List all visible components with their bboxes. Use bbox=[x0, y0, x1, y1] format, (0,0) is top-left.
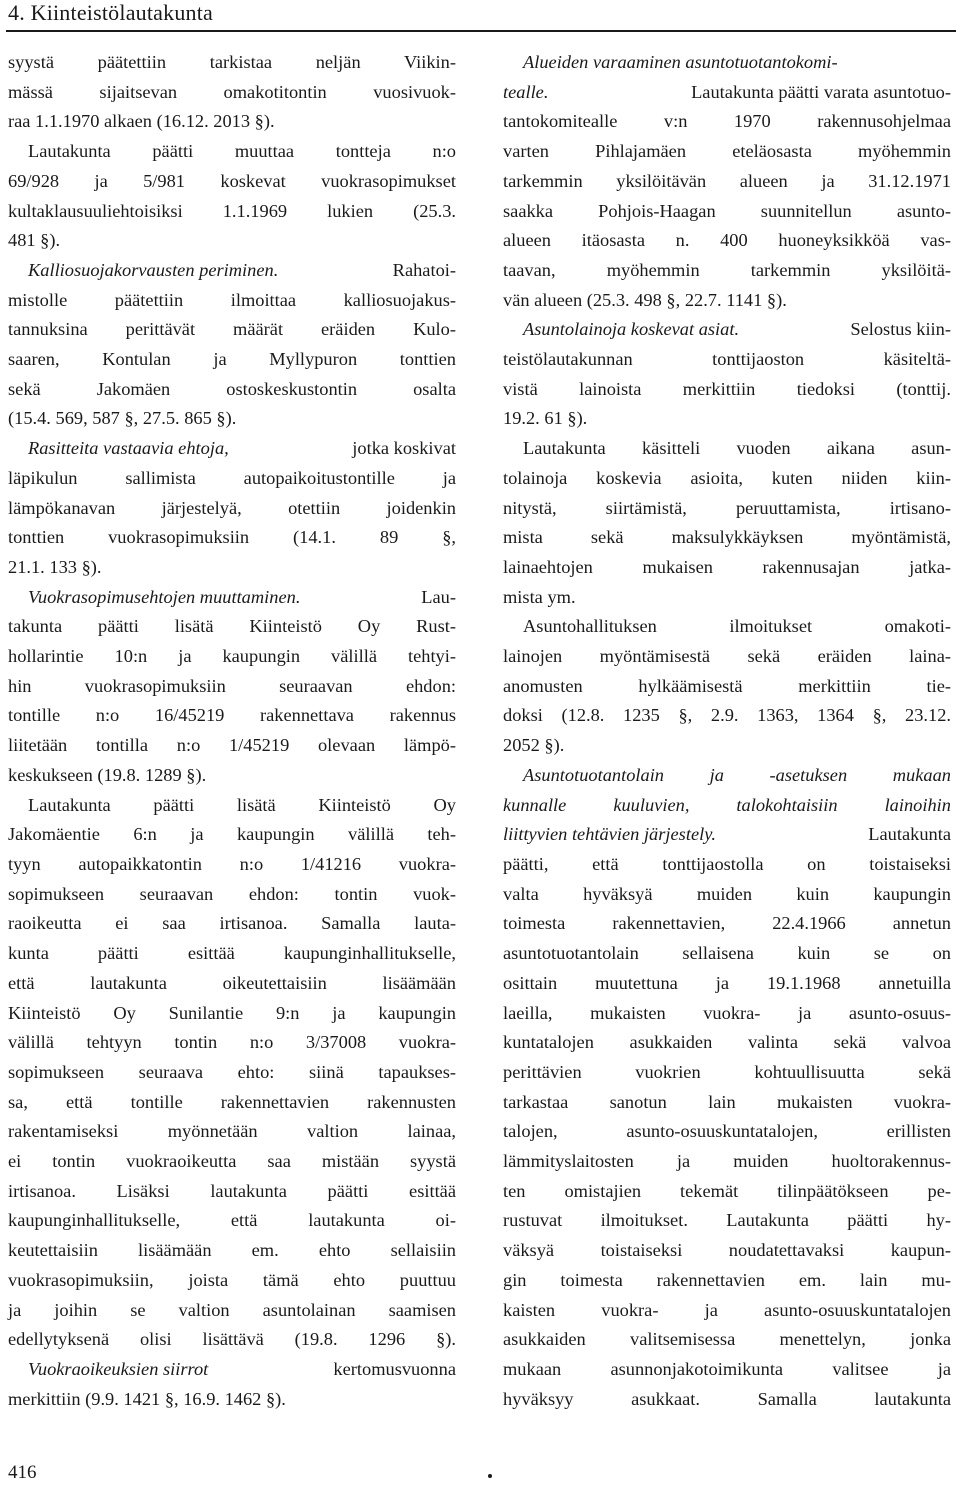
text-line: keutettaisiin lisäämään em. ehto sellaisiin bbox=[8, 1240, 456, 1261]
text-line: tannuksina perittävät määrät eräiden Kulo- bbox=[8, 319, 456, 340]
text-line: hollarintie 10:n ja kaupungin välillä tehtyi- bbox=[8, 646, 456, 667]
section-heading: Asuntotuotantolain ja -asetuksen mukaan bbox=[523, 764, 951, 785]
text-line: sekä Jakomäen ostoskeskustontin osalta bbox=[8, 378, 456, 399]
text-line: alueen itäosasta n. 400 huoneyksikköä vas- bbox=[503, 230, 951, 251]
paragraph bbox=[8, 791, 456, 1355]
text-line: että lautakunta oikeutettaisiin lisäämään bbox=[8, 972, 456, 993]
text-line: lainaehtojen mukaisen rakennusajan jatka- bbox=[503, 556, 951, 577]
text-line bbox=[8, 583, 456, 613]
text-line: välillä tehtyyn tontin n:o 3/37008 vuokra- bbox=[8, 1032, 456, 1053]
text-line: varten Pihlajamäen eteläosasta myöhemmin bbox=[503, 141, 951, 162]
text-line: rakentamiseksi myönnetään valtion lainaa, bbox=[8, 1121, 456, 1142]
text-line: gin toimesta rakennettavien em. lain mu- bbox=[503, 1269, 951, 1290]
text-line: tarkemmin yksilöitävän alueen ja 31.12.1971 bbox=[503, 170, 951, 191]
section-heading-cont: kunnalle kuuluvien, talokohtaisiin lainoihin bbox=[503, 794, 951, 815]
text-fragment: jotka koskivat bbox=[352, 438, 456, 459]
text-line: edellytyksenä olisi lisättävä (19.8. 1296 §). bbox=[8, 1329, 456, 1350]
text-line: irtisanoa. Lisäksi lautakunta päätti esittää bbox=[8, 1180, 456, 1201]
text-line: Jakomäentie 6:n ja kaupungin välillä teh- bbox=[8, 824, 456, 845]
text-line: merkittiin (9.9. 1421 §, 16.9. 1462 §). bbox=[8, 1388, 286, 1409]
text-line: hin vuokrasopimuksiin seuraavan ehdon: bbox=[8, 675, 456, 696]
text-fragment: Lau- bbox=[421, 586, 456, 607]
text-line: laeilla, mukaisten vuokra- ja asunto-osuus- bbox=[503, 1002, 951, 1023]
paragraph bbox=[503, 761, 951, 1414]
text-line: Lautakunta päätti muuttaa tontteja n:o bbox=[28, 141, 456, 162]
text-line: lainojen myöntämisestä sekä eräiden laina- bbox=[503, 646, 951, 667]
paragraph bbox=[8, 48, 456, 256]
text-line: anomusten hylkäämisestä merkittiin tie- bbox=[503, 675, 951, 696]
paragraph bbox=[8, 434, 456, 583]
text-line: sa, että tontille rakennettavien rakennusten bbox=[8, 1091, 456, 1112]
text-line: mista sekä maksulykkäyksen myöntämistä, bbox=[503, 527, 951, 548]
text-line: taavan, myöhemmin tarkemmin yksilöitä- bbox=[503, 259, 951, 280]
section-heading: Rasitteita vastaavia ehtoja, bbox=[28, 438, 229, 459]
header-rule bbox=[6, 30, 956, 32]
text-line: vuokrasopimuksiin, joista tämä ehto puuttuu bbox=[8, 1269, 456, 1290]
text-fragment: Lautakunta päätti varata asuntotuo- bbox=[691, 81, 951, 102]
section-heading-cont: liittyvien tehtävien järjestely. bbox=[503, 824, 716, 845]
text-line: valta hyväksyä muiden kuin kaupungin bbox=[503, 883, 951, 904]
right-column bbox=[503, 48, 951, 1414]
text-line bbox=[503, 315, 951, 345]
text-line: toimesta rakennettavien, 22.4.1966 annetun bbox=[503, 913, 951, 934]
page-number: 416 bbox=[8, 1462, 37, 1483]
left-column bbox=[8, 48, 456, 1414]
text-line: ten omistajien tekemät tilinpäätökseen pe- bbox=[503, 1180, 951, 1201]
text-line: saaren, Kontulan ja Myllypuron tonttien bbox=[8, 349, 456, 370]
paragraph bbox=[8, 1355, 456, 1414]
section-heading: Kalliosuojakorvausten periminen. bbox=[28, 259, 279, 280]
text-line: (15.4. 569, 587 §, 27.5. 865 §). bbox=[8, 408, 237, 429]
section-heading: Vuokrasopimusehtojen muuttaminen. bbox=[28, 586, 301, 607]
print-mark bbox=[488, 1474, 492, 1478]
text-line: 481 §). bbox=[8, 230, 61, 251]
running-header: 4. Kiinteistölautakunta bbox=[8, 0, 214, 25]
text-line: raa 1.1.1970 alkaen (16.12. 2013 §). bbox=[8, 111, 275, 132]
text-line: 21.1. 133 §). bbox=[8, 556, 102, 577]
text-line: mistolle päätettiin ilmoittaa kalliosuojakus- bbox=[8, 289, 456, 310]
text-line: teistölautakunnan tonttijaoston käsiteltä- bbox=[503, 349, 951, 370]
text-line: rustuvat ilmoitukset. Lautakunta päätti hy- bbox=[503, 1210, 951, 1231]
text-line: mukaan asunnonjakotoimikunta valitsee ja bbox=[503, 1358, 951, 1379]
section-heading-cont: tealle. bbox=[503, 81, 549, 102]
text-line: kuntatalojen asukkaiden valinta sekä valvoa bbox=[503, 1032, 951, 1053]
section-heading: Vuokraoikeuksien siirrot bbox=[28, 1358, 209, 1379]
text-fragment: Lautakunta bbox=[868, 824, 951, 845]
text-line: raoikeutta ei saa irtisanoa. Samalla lauta- bbox=[8, 913, 456, 934]
text-line: doksi (12.8. 1235 §, 2.9. 1363, 1364 §, 23.12. bbox=[503, 705, 951, 726]
text-line: vistä lainoista merkittiin tiedoksi (tonttij. bbox=[503, 378, 951, 399]
text-line: 69/928 ja 5/981 koskevat vuokrasopimukset bbox=[8, 170, 456, 191]
text-line: kultaklausuuliehtoisiksi 1.1.1969 lukien (25.3. bbox=[8, 200, 456, 221]
text-fragment: kertomusvuonna bbox=[333, 1358, 456, 1379]
text-line: Lautakunta päätti lisätä Kiinteistö Oy bbox=[28, 794, 456, 815]
text-line: Kiinteistö Oy Sunilantie 9:n ja kaupungin bbox=[8, 1002, 456, 1023]
text-line: 2052 §). bbox=[503, 735, 565, 756]
text-line: osittain muutettuna ja 19.1.1968 annetuilla bbox=[503, 972, 951, 993]
text-line bbox=[503, 791, 951, 821]
text-line bbox=[8, 256, 456, 286]
text-line bbox=[503, 48, 951, 78]
text-line: liitetään tontilla n:o 1/45219 olevaan lämpö- bbox=[8, 735, 456, 756]
text-line: vän alueen (25.3. 498 §, 22.7. 1141 §). bbox=[503, 289, 787, 310]
text-line: läpikulun sallimista autopaikoitustontille ja bbox=[8, 467, 456, 488]
text-line: hyväksyy asukkaat. Samalla lautakunta bbox=[503, 1388, 951, 1409]
text-line: Lautakunta käsitteli vuoden aikana asun- bbox=[523, 438, 951, 459]
text-line: ei tontin vuokraoikeutta saa mistään syystä bbox=[8, 1151, 456, 1172]
text-line: keskukseen (19.8. 1289 §). bbox=[8, 764, 207, 785]
text-line: perittävien vuokrien kohtuullisuutta sekä bbox=[503, 1061, 951, 1082]
paragraph bbox=[503, 612, 951, 761]
text-line: sopimukseen seuraava ehto: siinä tapaukses- bbox=[8, 1061, 456, 1082]
text-line: mässä sijaitsevan omakotitontin vuosivuok- bbox=[8, 81, 456, 102]
text-line bbox=[8, 1355, 456, 1385]
text-line: 19.2. 61 §). bbox=[503, 408, 588, 429]
text-line: tontille n:o 16/45219 rakennettava rakennus bbox=[8, 705, 456, 726]
text-fragment: Rahatoi- bbox=[392, 259, 456, 280]
text-line: Asuntohallituksen ilmoitukset omakoti- bbox=[523, 616, 951, 637]
text-line: asukkaiden valitsemisessa menettelyn, jonka bbox=[503, 1329, 951, 1350]
text-line: takunta päätti lisätä Kiinteistö Oy Rust- bbox=[8, 616, 456, 637]
text-line: tolainoja koskevia asioita, kuten niiden kiin- bbox=[503, 467, 951, 488]
text-line bbox=[503, 761, 951, 791]
text-line: mista ym. bbox=[503, 586, 576, 607]
text-line: väksyä toistaiseksi noudatettavaksi kaupun- bbox=[503, 1240, 951, 1261]
text-line: asuntotuotantolain sellaisena kuin se on bbox=[503, 943, 951, 964]
text-line: saakka Pohjois-Haagan suunnitellun asunto- bbox=[503, 200, 951, 221]
text-line: päätti, että tonttijaostolla on toistaiseksi bbox=[503, 853, 951, 874]
text-line: kunta päätti esittää kaupunginhallitukselle, bbox=[8, 943, 456, 964]
text-line: kaisten vuokra- ja asunto-osuuskuntatalojen bbox=[503, 1299, 951, 1320]
text-line: ja joihin se valtion asuntolainan saamisen bbox=[8, 1299, 456, 1320]
paragraph bbox=[503, 434, 951, 612]
text-line: tonttien vuokrasopimuksiin (14.1. 89 §, bbox=[8, 527, 456, 548]
text-line: nitystä, siirtämistä, peruuttamista, irtisano- bbox=[503, 497, 951, 518]
text-line: tantokomitealle v:n 1970 rakennusohjelmaa bbox=[503, 111, 951, 132]
paragraph bbox=[503, 48, 951, 315]
paragraph bbox=[8, 256, 456, 434]
text-line: kaupunginhallitukselle, että lautakunta oi- bbox=[8, 1210, 456, 1231]
paragraph bbox=[503, 315, 951, 434]
text-line: syystä päätettiin tarkistaa neljän Viikin- bbox=[8, 52, 456, 72]
text-line: talojen, asunto-osuuskuntatalojen, erillisten bbox=[503, 1121, 951, 1142]
section-heading: Asuntolainoja koskevat asiat. bbox=[523, 319, 740, 340]
text-line bbox=[503, 820, 951, 850]
text-line: tyyn autopaikkatontin n:o 1/41216 vuokra- bbox=[8, 853, 456, 874]
text-line: lämpökanavan järjestelyä, otettiin joidenkin bbox=[8, 497, 456, 518]
text-line bbox=[8, 434, 456, 464]
text-line: tarkastaa sanotun lain mukaisten vuokra- bbox=[503, 1091, 951, 1112]
text-line bbox=[503, 78, 951, 108]
paragraph bbox=[8, 583, 456, 791]
text-line: sopimukseen seuraavan ehdon: tontin vuok- bbox=[8, 883, 456, 904]
text-line: lämmityslaitosten ja muiden huoltorakennus- bbox=[503, 1151, 951, 1172]
section-heading: Alueiden varaaminen asuntotuotantokomi- bbox=[523, 52, 838, 72]
text-fragment: Selostus kiin- bbox=[850, 319, 951, 340]
